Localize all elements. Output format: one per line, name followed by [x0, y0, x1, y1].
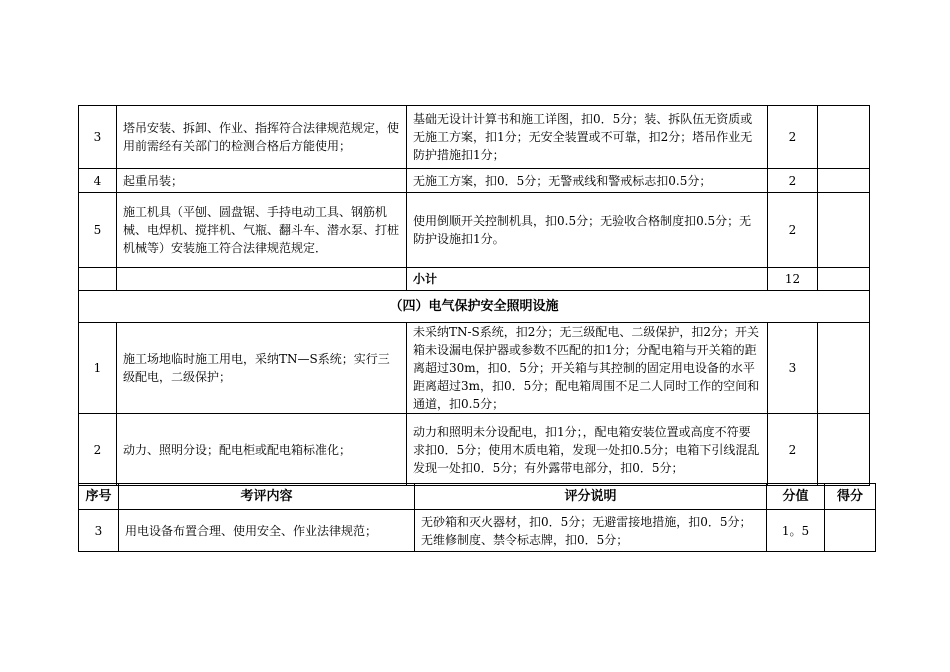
empty-cell [117, 268, 407, 291]
header-score: 得分 [825, 484, 876, 510]
scoring-description: 无砂箱和灭火器材，扣0．5分；无避雷接地措施，扣0．5分；无维修制度、禁令标志牌，扣0．5分； [415, 510, 767, 552]
points-value: 3 [768, 323, 818, 414]
evaluation-content: 塔吊安装、拆卸、作业、指挥符合法律规范规定，使用前需经有关部门的检测合格后方能使用； [117, 106, 407, 169]
subtotal-points: 12 [768, 268, 818, 291]
evaluation-content: 施工机具（平刨、圆盘锯、手持电动工具、钢筋机械、电焊机、搅拌机、气瓶、翻斗车、潜水泵、打桩机械等）安装施工符合法律规范规定． [117, 193, 407, 268]
points-value: 1。5 [767, 510, 825, 552]
score-cell [818, 414, 870, 486]
scoring-description: 使用倒顺开关控制机具，扣0.5分；无验收合格制度扣0.5分；无防护设施扣1分。 [407, 193, 768, 268]
row-number: 2 [79, 414, 117, 486]
section-title: （四）电气保护安全照明设施 [79, 291, 870, 323]
table-row [79, 169, 870, 193]
evaluation-content: 动力、照明分设；配电柜或配电箱标准化； [117, 414, 407, 486]
score-cell [818, 268, 870, 291]
header-number: 序号 [79, 484, 119, 510]
score-cell [818, 169, 870, 193]
score-cell [818, 323, 870, 414]
points-value: 2 [768, 193, 818, 268]
score-cell [818, 193, 870, 268]
evaluation-table-top [78, 105, 870, 486]
evaluation-content: 用电设备布置合理、使用安全、作业法律规范； [119, 510, 415, 552]
scoring-description: 基础无设计计算书和施工详图，扣0．5分；装、拆队伍无资质或无施工方案，扣1分；无安全装置或不可靠，扣2分；塔吊作业无防护措施扣1分； [407, 106, 768, 169]
header-row [79, 484, 876, 510]
table-row [79, 193, 870, 268]
points-value: 2 [768, 414, 818, 486]
row-number: 3 [79, 106, 117, 169]
row-number: 1 [79, 323, 117, 414]
evaluation-table-bottom [78, 483, 876, 552]
scoring-description: 动力和照明未分设配电，扣1分；，配电箱安装位置或高度不符要求扣0．5分；使用木质电箱，发现一处扣0.5分；电箱下引线混乱发现一处扣0．5分；有外露带电部分，扣0．5分； [407, 414, 768, 486]
table-row [79, 106, 870, 169]
header-scoring: 评分说明 [415, 484, 767, 510]
scoring-description: 无施工方案，扣0．5分；无警戒线和警戒标志扣0.5分； [407, 169, 768, 193]
row-number: 5 [79, 193, 117, 268]
table-row [79, 323, 870, 414]
empty-cell [79, 268, 117, 291]
scoring-description: 未采纳TN-S系统，扣2分；无三级配电、二级保护，扣2分；开关箱未设漏电保护器或参数不匹配的扣1分；分配电箱与开关箱的距离超过30m，扣0．5分；开关箱与其控制的固定用电设备的水平距离超过3m，扣0．5分；配电箱周围不足二人同时工作的空间和通道，扣0.5分； [407, 323, 768, 414]
section-header-row [79, 291, 870, 323]
row-number: 4 [79, 169, 117, 193]
row-number: 3 [79, 510, 119, 552]
points-value: 2 [768, 106, 818, 169]
subtotal-row [79, 268, 870, 291]
score-cell [818, 106, 870, 169]
evaluation-content: 起重吊装； [117, 169, 407, 193]
table-row [79, 510, 876, 552]
header-points: 分值 [767, 484, 825, 510]
evaluation-content: 施工场地临时施工用电，采纳TN—S系统；实行三级配电，二级保护； [117, 323, 407, 414]
subtotal-label: 小计 [407, 268, 768, 291]
score-cell [825, 510, 876, 552]
table-row [79, 414, 870, 486]
header-content: 考评内容 [119, 484, 415, 510]
points-value: 2 [768, 169, 818, 193]
